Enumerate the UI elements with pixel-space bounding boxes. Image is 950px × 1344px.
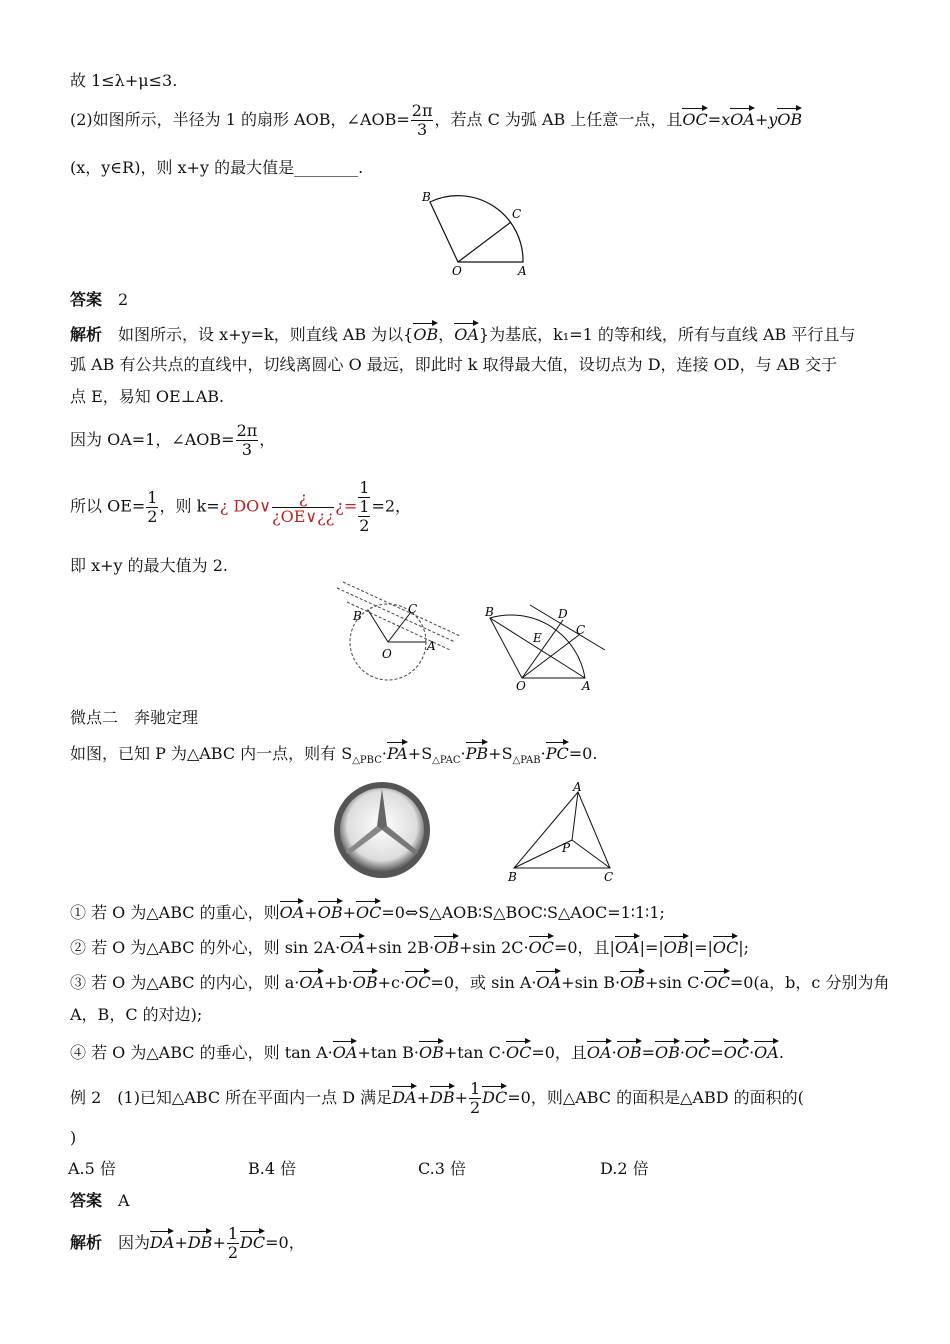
- example-2-close: ): [70, 1128, 77, 1147]
- triangle-figure: [500, 780, 630, 885]
- analysis-line-2: 弧 AB 有公共点的直线中，切线离圆心 O 最远，即此时 k 取得最大值，设切点为 D，连接 OD，与 AB 交于: [70, 355, 838, 374]
- question-2-line-1: (2)如图所示，半径为 1 的扇形 AOB，∠AOB= $\frac{2\pi}{3}$ ，若点 C 为弧 AB 上任意一点，且OC=xOA+yOB: [70, 101, 803, 139]
- svg-text:O: O: [516, 679, 526, 693]
- benz-theorem: 如图，已知 P 为△ABC 内一点，则有 $S_{\triangle PBC}\cdot PA+S_{\triangle PAC}\cdot PB+S_{\triangle PAB}\cdot PC=0$.: [70, 740, 597, 772]
- analysis-2: 解析 因为DA+DB+ $\frac{1}{2}$ DC=0，: [70, 1224, 305, 1262]
- svg-text:A: A: [427, 639, 436, 653]
- choice-a: A.5 倍: [68, 1159, 116, 1178]
- svg-text:O: O: [382, 647, 392, 661]
- text-line: 故 1≤λ+μ≤3.: [70, 71, 178, 90]
- question-2-line-2: (x，y∈R)，则 x+y 的最大值是________.: [70, 158, 364, 177]
- tangent-circle-figure: [335, 580, 465, 690]
- analysis-line-1: 解析 如图所示，设 x+y=k，则直线 AB 为以{OB，OA}为基底，k₁=1 的等和线，所有与直线 AB 平行且与: [70, 321, 855, 346]
- label: B: [422, 190, 431, 204]
- property-3: ③ 若 O 为△ABC 的内心，则 a·OA+b·OB+c·OC=0，或 sin A·OA+sin B·OB+sin C·OC=0(a，b，c 分别为角: [70, 969, 889, 994]
- svg-text:C: C: [408, 602, 418, 616]
- benz-logo-image: [330, 780, 435, 880]
- svg-text:A: A: [582, 679, 591, 693]
- svg-text:B: B: [353, 609, 362, 623]
- sector-figure: [410, 185, 550, 280]
- svg-text:E: E: [533, 631, 542, 645]
- label: O: [452, 264, 462, 278]
- svg-text:P: P: [562, 841, 571, 855]
- svg-text:C: C: [604, 870, 614, 884]
- svg-text:B: B: [508, 870, 517, 884]
- because-line: 因为 OA=1，∠AOB= $\frac{2\pi}{3}$ ，: [70, 421, 276, 459]
- fraction: $\frac{2\pi}{3}$: [411, 101, 433, 139]
- choice-d: D.2 倍: [600, 1159, 649, 1178]
- max-line: 即 x+y 的最大值为 2.: [70, 556, 228, 575]
- sector-tangent-figure: [480, 600, 610, 695]
- choice-c: C.3 倍: [418, 1159, 467, 1178]
- property-1: ① 若 O 为△ABC 的重心，则OA+OB+OC=0⇔S△AOB∶S△BOC∶S△AOC=1∶1∶1;: [70, 899, 665, 924]
- label: A: [518, 264, 527, 278]
- example-2: 例 2 (1)已知△ABC 所在平面内一点 D 满足DA+DB+ $\frac{1}{2}$ DC=0，则△ABC 的面积是△ABD 的面积的(: [70, 1079, 804, 1117]
- label: C: [512, 207, 522, 221]
- analysis-line-3: 点 E，易知 OE⊥AB.: [70, 387, 225, 406]
- section-title: 微点二 奔驰定理: [70, 708, 199, 727]
- svg-text:B: B: [485, 605, 494, 619]
- answer-1: 答案 2: [70, 290, 129, 309]
- svg-text:D: D: [558, 607, 568, 621]
- so-line: 所以 OE= $\frac{1}{2}$ ，则 k=¿ DO∨ $\frac{¿}{¿OE\vee¿¿}$ ¿= 1 1 2 =2，: [70, 478, 412, 535]
- property-3-line-2: A，B，C 的对边);: [70, 1005, 203, 1024]
- svg-text:C: C: [576, 623, 586, 637]
- property-4: ④ 若 O 为△ABC 的垂心，则 tan A·OA+tan B·OB+tan C·OC=0，且OA·OB=OB·OC=OC·OA.: [70, 1039, 784, 1064]
- choice-b: B.4 倍: [248, 1159, 297, 1178]
- answer-2: 答案 A: [70, 1191, 130, 1210]
- property-2: ② 若 O 为△ABC 的外心，则 sin 2A·OA+sin 2B·OB+sin 2C·OC=0，且|OA|=|OB|=|OC|;: [70, 934, 749, 959]
- svg-text:A: A: [573, 780, 582, 794]
